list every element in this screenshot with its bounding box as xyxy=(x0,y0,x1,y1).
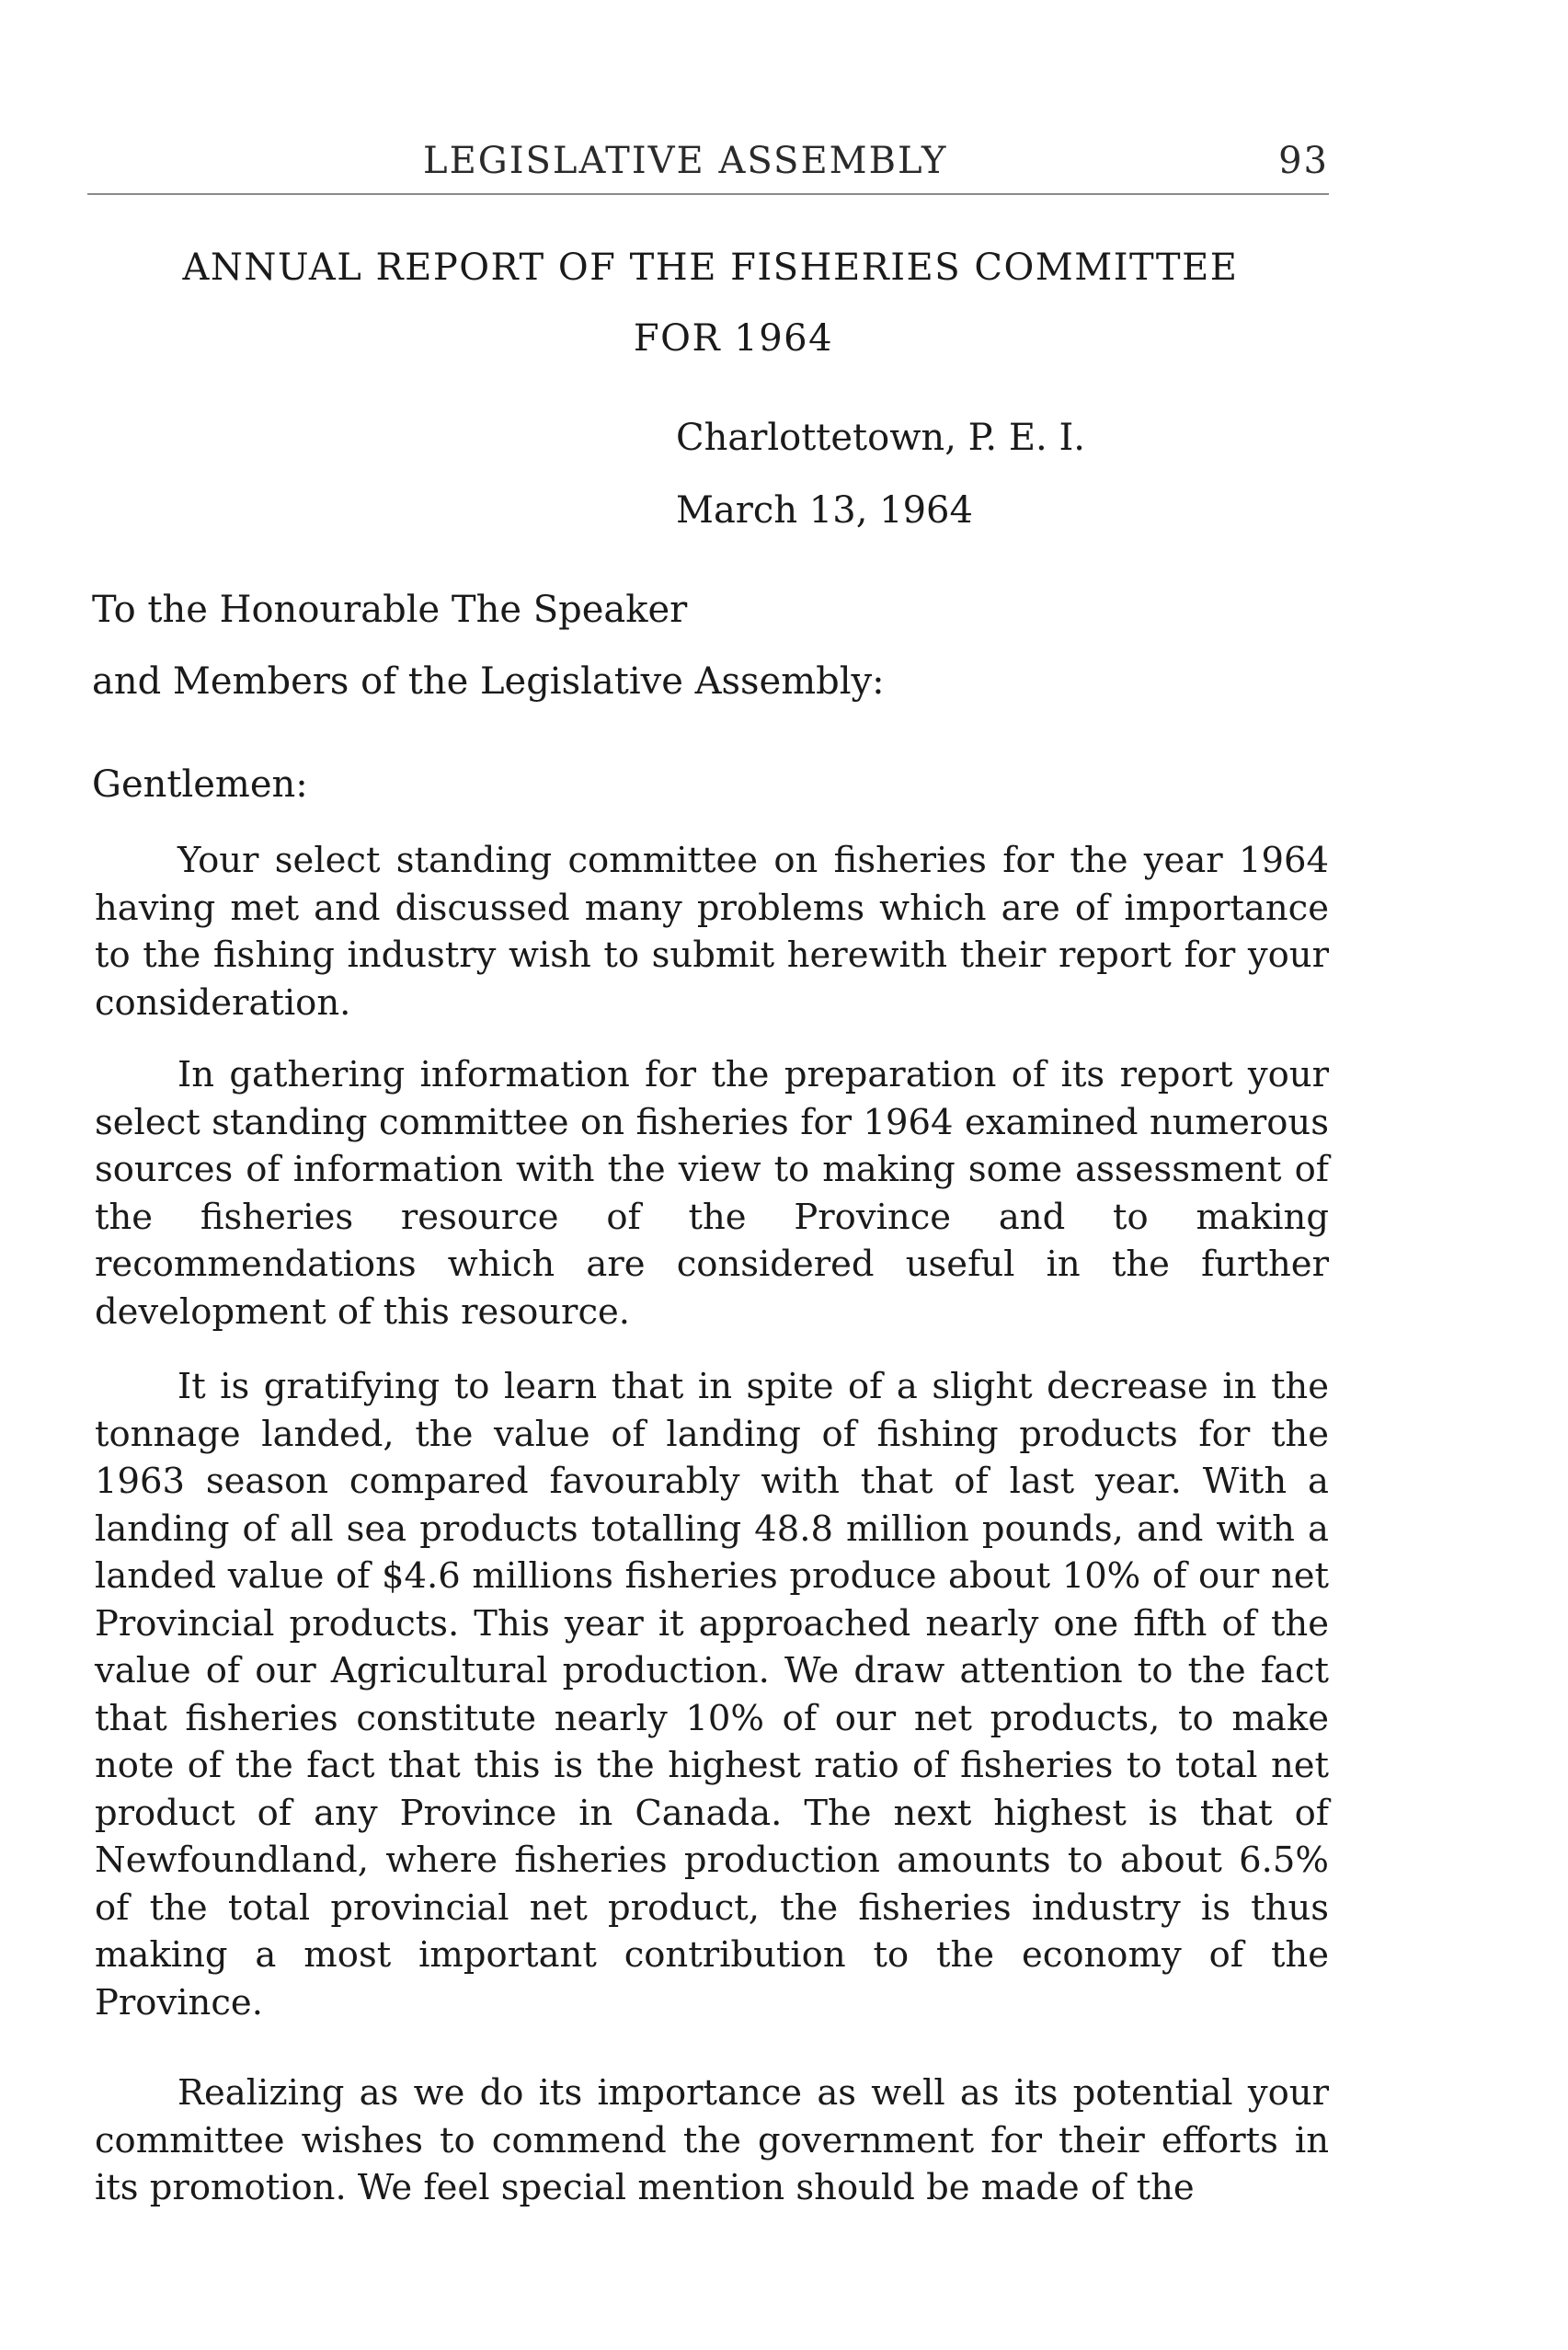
dateline-date: March 13, 1964 xyxy=(676,489,973,532)
page-number: 93 xyxy=(1278,140,1329,182)
paragraph-2: In gathering information for the preparation of its report your select standing committee on fisheries for 1964 examined numerous sources of information with the view to making some assessment of the fisheries resource of the Province and to making recommendations which are considered useful in the further development of this resource. xyxy=(95,1054,1329,1333)
dateline-place: Charlottetown, P. E. I. xyxy=(676,417,1085,459)
paragraph-4: Realizing as we do its importance as well as its potential your committee wishes to commend the government for their efforts in its promotion. We feel special mention should be made of the xyxy=(95,2072,1329,2208)
paragraph-1: Your select standing committee on fisheries for the year 1964 having met and discussed many problems which are of importance to the fishing industry wish to submit herewith their report for your consideration. xyxy=(95,840,1329,1024)
address-line-2: and Members of the Legislative Assembly: xyxy=(92,660,885,703)
address-line-1: To the Honourable The Speaker xyxy=(92,589,688,631)
header-title: LEGISLATIVE ASSEMBLY xyxy=(423,140,948,182)
paragraph-3: It is gratifying to learn that in spite of a slight decrease in the tonnage landed, the value of landing of fishing products for the 1963 season compared favourably with that of last year. With a landing of all sea products totalling 48.8 million pounds, and with a landed value of $4.6 millions fisheries produce about 10% of our net Provincial products. This year it approached nearly one fifth of the value of our Agricultural production. We draw attention to the fact that fisheries constitute nearly 10% of our net products, to make note of the fact that this is the highest ratio of fisheries to total net product of any Province in Canada. The next highest is that of Newfoundland, where fisheries production amounts to about 6.5% of the total provincial net product, the fisheries industry is thus making a most important contribution to the economy of the Province. xyxy=(95,1366,1329,2023)
running-header xyxy=(92,129,1329,193)
report-title: ANNUAL REPORT OF THE FISHERIES COMMITTEE xyxy=(182,246,1239,289)
header-rule xyxy=(87,193,1329,195)
report-year: FOR 1964 xyxy=(633,317,834,360)
salutation: Gentlemen: xyxy=(92,763,308,806)
